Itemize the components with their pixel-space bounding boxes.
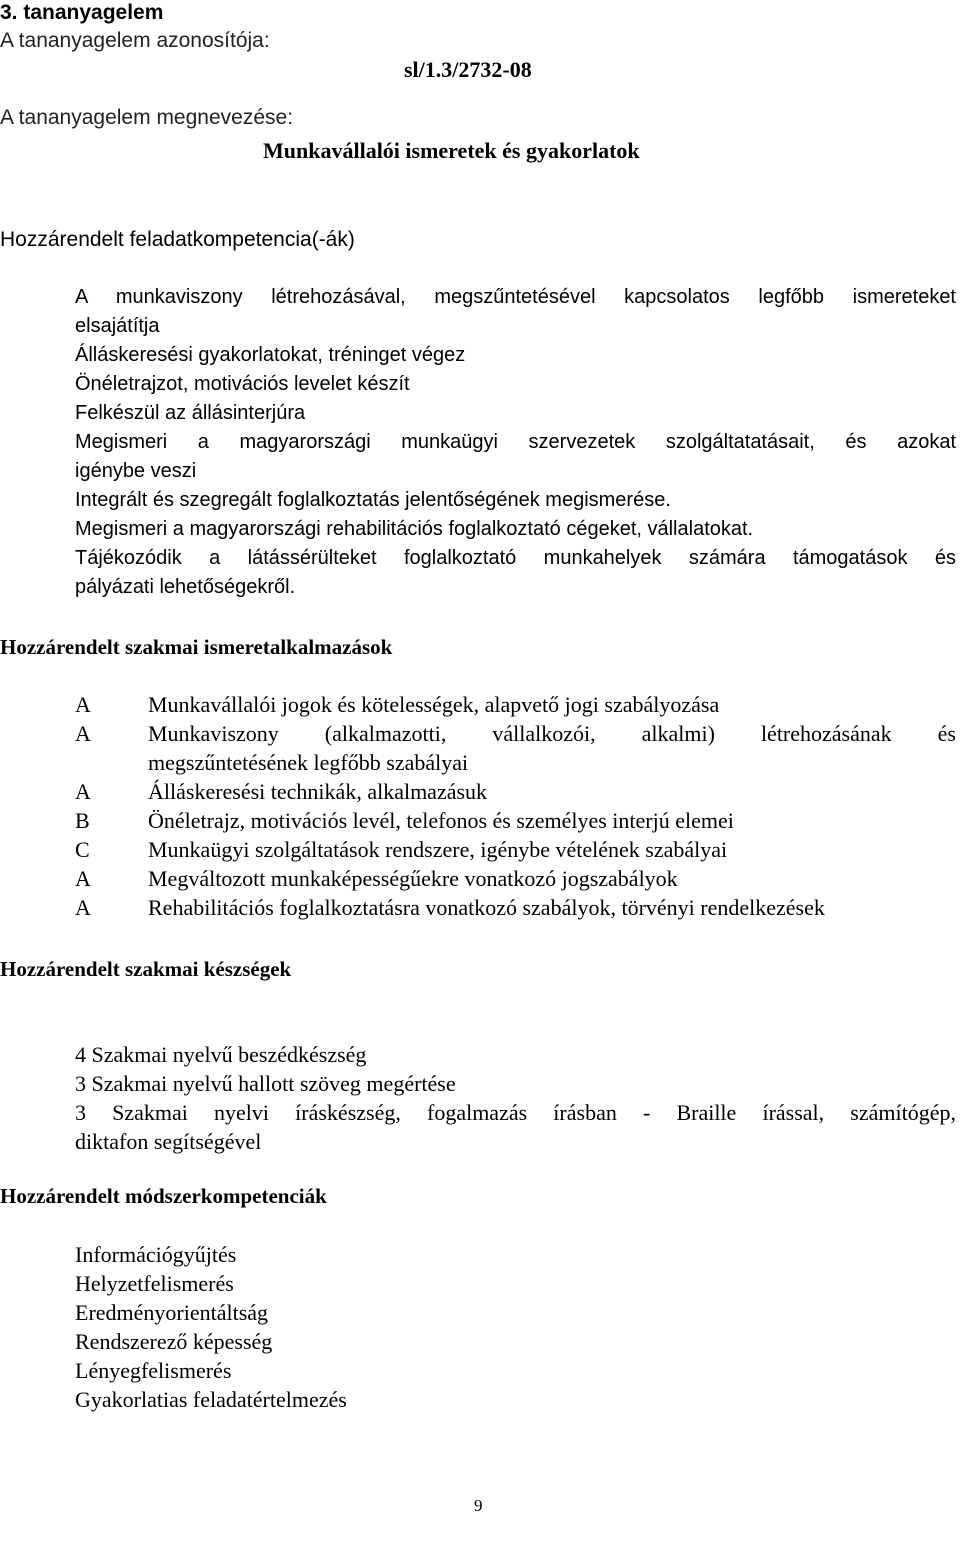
task-competency-line: Megismeri a magyarországi rehabilitációs foglalkoztató cégeket, vállalatokat. [75, 518, 754, 540]
knowledge-text: Munkavállalói jogok és kötelességek, alapvető jogi szabályozása [148, 692, 720, 717]
method-item: Információgyűjtés [75, 1242, 237, 1267]
knowledge-text: Munkaügyi szolgáltatások rendszere, igénybe vételének szabályai [148, 837, 728, 862]
knowledge-text: Munkaviszony (alkalmazotti, vállalkozói, alkalmi) létrehozásának és [148, 721, 956, 746]
task-competency-line: pályázati lehetőségekről. [75, 576, 296, 598]
method-item: Helyzetfelismerés [75, 1271, 234, 1296]
skill-line: 3 Szakmai nyelvű hallott szöveg megértése [75, 1071, 456, 1096]
skills-heading: Hozzárendelt szakmai készségek [0, 957, 292, 981]
knowledge-level: C [75, 837, 90, 862]
knowledge-level: A [75, 866, 91, 891]
knowledge-row [0, 777, 960, 806]
method-item: Lényegfelismerés [75, 1358, 232, 1383]
knowledge-row [0, 864, 960, 893]
id-label: A tananyagelem azonosítója: [0, 29, 270, 52]
knowledge-row [0, 835, 960, 864]
task-competency-line: Önéletrajzot, motivációs levelet készít [75, 373, 410, 395]
name-value: Munkavállalói ismeretek és gyakorlatok [263, 138, 640, 163]
method-list [75, 1240, 347, 1414]
skill-line: 4 Szakmai nyelvű beszédkészség [75, 1042, 367, 1067]
method-item: Rendszerező képesség [75, 1329, 273, 1354]
skills-list [75, 1040, 956, 1156]
knowledge-level: B [75, 808, 90, 833]
knowledge-level: A [75, 692, 91, 717]
knowledge-row [0, 690, 960, 719]
knowledge-text: Rehabilitációs foglalkoztatásra vonatkozó szabályok, törvényi rendelkezések [148, 895, 825, 920]
knowledge-text: Önéletrajz, motivációs levél, telefonos és személyes interjú elemei [148, 808, 734, 833]
task-competencies-heading: Hozzárendelt feladatkompetencia(-ák) [0, 228, 355, 251]
knowledge-row [0, 748, 960, 777]
knowledge-row [0, 893, 960, 922]
skill-line: diktafon segítségével [75, 1129, 262, 1154]
section-title: 3. tananyagelem [0, 1, 164, 24]
knowledge-text: megszűntetésének legfőbb szabályai [148, 750, 469, 775]
knowledge-heading: Hozzárendelt szakmai ismeretalkalmazások [0, 635, 393, 659]
id-value: sl/1.3/2732-08 [404, 57, 532, 82]
knowledge-list [0, 690, 960, 930]
task-competency-line: Integrált és szegregált foglalkoztatás jelentőségének megismerése. [75, 489, 671, 511]
knowledge-level: A [75, 779, 91, 804]
knowledge-level: A [75, 721, 91, 746]
task-competency-line: elsajátítja [75, 315, 160, 337]
knowledge-text: Álláskeresési technikák, alkalmazásuk [148, 779, 488, 804]
name-label: A tananyagelem megnevezése: [0, 106, 294, 129]
method-heading: Hozzárendelt módszerkompetenciák [0, 1184, 327, 1208]
page-number: 9 [474, 1496, 483, 1515]
knowledge-text: Megváltozott munkaképességűekre vonatkozó jogszabályok [148, 866, 678, 891]
skill-line: 3 Szakmai nyelvi íráskészség, fogalmazás írásban - Braille írással, számítógép, [75, 1100, 956, 1125]
knowledge-row [0, 719, 960, 748]
task-competency-line: Tájékozódik a látássérülteket foglalkoztató munkahelyek számára támogatások és [75, 547, 956, 569]
knowledge-level: A [75, 895, 91, 920]
task-competency-line: Álláskeresési gyakorlatokat, tréninget végez [75, 344, 466, 366]
method-item: Eredményorientáltság [75, 1300, 269, 1325]
task-competency-list [75, 283, 956, 602]
task-competency-line: Megismeri a magyarországi munkaügyi szervezetek szolgáltatatásait, és azokat [75, 431, 956, 453]
method-item: Gyakorlatias feladatértelmezés [75, 1387, 347, 1412]
task-competency-line: igénybe veszi [75, 460, 197, 482]
task-competency-line: A munkaviszony létrehozásával, megszűntetésével kapcsolatos legfőbb ismereteket [75, 286, 956, 308]
task-competency-line: Felkészül az állásinterjúra [75, 402, 306, 424]
knowledge-row [0, 806, 960, 835]
